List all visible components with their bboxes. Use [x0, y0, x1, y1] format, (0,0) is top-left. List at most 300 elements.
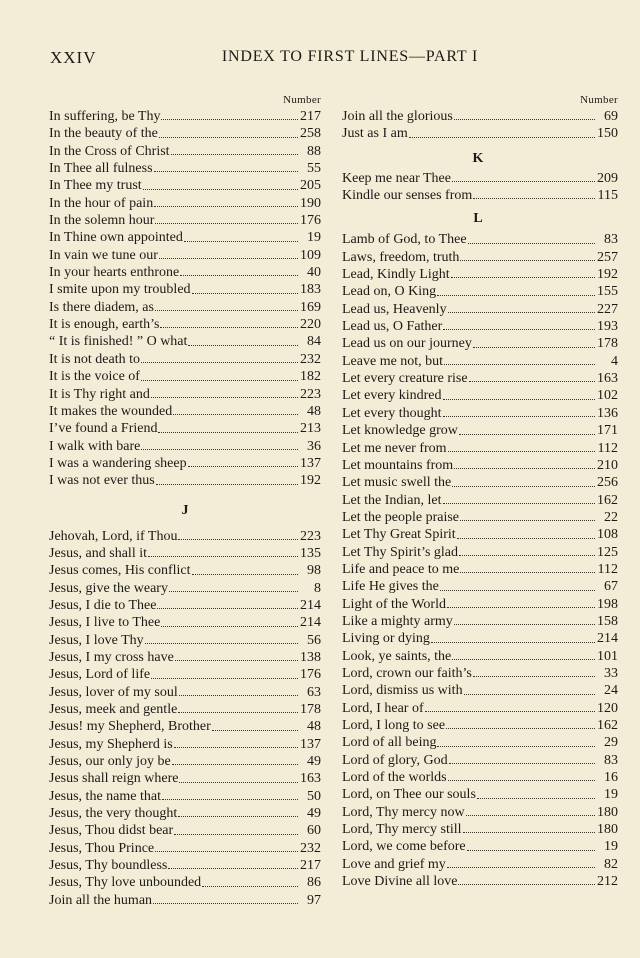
hymn-number: 169	[300, 299, 321, 315]
hymn-number: 155	[597, 284, 618, 300]
index-entry	[49, 403, 321, 420]
dot-leader	[437, 294, 595, 296]
first-line-text: In the beauty of the	[49, 126, 158, 142]
hymn-number: 180	[597, 822, 618, 838]
index-entry	[342, 544, 618, 561]
dot-leader	[458, 883, 595, 885]
hymn-number: 33	[604, 665, 618, 681]
hymn-number: 256	[597, 475, 618, 491]
first-line-text: Lord, Thy mercy still	[342, 822, 462, 838]
first-line-text: Let the Indian, let	[342, 492, 442, 508]
dot-leader	[457, 537, 595, 539]
hymn-number: 257	[597, 249, 618, 265]
hymn-number: 223	[300, 528, 321, 544]
dot-leader	[155, 222, 298, 224]
hymn-number: 232	[300, 840, 321, 856]
first-line-text: Lead us on our journey	[342, 336, 472, 352]
index-entry	[342, 509, 618, 526]
first-line-text: Jesus, Thy boundless	[49, 858, 168, 874]
dot-leader	[155, 850, 298, 852]
first-line-text: Jesus, and shall it	[49, 545, 147, 561]
dot-leader	[454, 118, 595, 120]
hymn-number: 214	[597, 631, 618, 647]
dot-leader	[448, 450, 595, 452]
dot-leader	[454, 623, 595, 625]
hymn-number: 210	[597, 457, 618, 473]
index-entry	[49, 840, 321, 857]
index-entry	[49, 177, 321, 194]
dot-leader	[446, 727, 595, 729]
index-entry	[49, 545, 321, 562]
dot-leader	[448, 779, 595, 781]
index-entry	[342, 405, 618, 422]
first-line-text: Laws, freedom, truth	[342, 249, 460, 265]
hymn-number: 223	[300, 386, 321, 402]
hymn-number: 82	[604, 856, 618, 872]
first-line-text: Let me never from	[342, 440, 447, 456]
first-line-text: It is not death to	[49, 351, 140, 367]
dot-leader	[171, 153, 298, 155]
index-entry	[49, 108, 321, 125]
index-entry	[342, 682, 618, 699]
hymn-number: 163	[300, 771, 321, 787]
hymn-number: 190	[300, 195, 321, 211]
hymn-number: 209	[597, 170, 618, 186]
section-j-continued-list	[342, 108, 618, 143]
hymn-number: 19	[604, 839, 618, 855]
dot-leader	[174, 746, 298, 748]
first-line-text: Jesus, lover of my soul	[49, 684, 178, 700]
first-line-text: It is the voice of	[49, 369, 140, 385]
first-line-text: Jesus, Thou Prince	[49, 840, 155, 856]
first-line-text: Love and grief my	[342, 856, 446, 872]
index-entry	[342, 613, 618, 630]
dot-leader	[154, 170, 298, 172]
dot-leader	[460, 571, 595, 573]
index-entry	[342, 474, 618, 491]
first-line-text: Let Thy Spirit’s glad	[342, 544, 459, 560]
first-line-text: Jesus, the very thought	[49, 806, 178, 822]
dot-leader	[178, 815, 298, 817]
first-line-text: Jesus, our only joy be	[49, 754, 171, 770]
dot-leader	[178, 711, 298, 713]
first-line-text: Jesus, I live to Thee	[49, 615, 161, 631]
dot-leader	[169, 590, 298, 592]
index-entry	[342, 370, 618, 387]
first-line-text: In Thine own appointed	[49, 230, 183, 246]
dot-leader	[158, 431, 298, 433]
first-line-text: Jesus comes, His conflict	[49, 563, 191, 579]
hymn-number: 183	[300, 282, 321, 298]
first-line-text: It is Thy right and	[49, 386, 150, 402]
first-line-text: I was not ever thus	[49, 473, 155, 489]
hymn-number: 88	[307, 143, 321, 159]
first-line-text: Life and peace to me	[342, 561, 460, 577]
section-letter-l: L	[473, 211, 483, 227]
first-line-text: In the solemn hour	[49, 213, 155, 229]
index-entry	[342, 561, 618, 578]
first-line-text: Let Thy Great Spirit	[342, 527, 456, 543]
hymn-number: 108	[597, 527, 618, 543]
first-line-text: Lead, Kindly Light	[342, 267, 450, 283]
hymn-number: 178	[300, 702, 321, 717]
index-entry	[49, 143, 321, 160]
hymn-number: 125	[597, 544, 618, 560]
first-line-text: Join all the glorious	[342, 109, 453, 124]
dot-leader	[188, 465, 298, 467]
dot-leader	[452, 180, 595, 182]
index-entry	[49, 264, 321, 281]
first-line-text: Is there diadem, as	[49, 299, 154, 315]
index-entry	[342, 125, 618, 142]
index-entry	[49, 247, 321, 264]
first-line-text: Jesus, I my cross have	[49, 649, 174, 665]
index-entry	[49, 753, 321, 770]
index-entry	[342, 249, 618, 266]
index-entry	[49, 528, 321, 545]
index-entry	[342, 769, 618, 786]
hymn-number: 220	[300, 317, 321, 333]
hymn-number: 136	[597, 405, 618, 421]
dot-leader	[161, 118, 298, 120]
left-column	[49, 94, 321, 909]
index-entry	[342, 873, 618, 890]
dot-leader	[141, 379, 298, 381]
index-entry	[49, 597, 321, 614]
index-entry	[49, 160, 321, 177]
first-line-text: In suffering, be Thy	[49, 109, 161, 124]
index-entry	[49, 420, 321, 437]
hymn-number: 232	[300, 351, 321, 367]
hymn-number: 176	[300, 667, 321, 683]
section-j-list	[49, 528, 321, 910]
index-entry	[49, 333, 321, 350]
first-line-text: Lamb of God, to Thee	[342, 232, 467, 248]
hymn-number: 56	[307, 632, 321, 648]
first-line-text: Let every kindred	[342, 388, 442, 404]
dot-leader	[444, 363, 595, 365]
first-line-text: Lord, I hear of	[342, 700, 424, 716]
hymn-number: 137	[300, 455, 321, 471]
dot-leader	[443, 415, 595, 417]
first-line-text: It makes the wounded	[49, 403, 173, 419]
hymn-number: 176	[300, 213, 321, 229]
hymn-number: 120	[597, 700, 618, 716]
dot-leader	[151, 677, 298, 679]
dot-leader	[460, 519, 595, 521]
index-entry	[49, 770, 321, 787]
first-line-text: Lord, dismiss us with	[342, 683, 463, 699]
first-line-text: Let knowledge grow	[342, 423, 458, 439]
dot-leader	[141, 361, 298, 363]
hymn-number: 198	[597, 596, 618, 612]
dot-leader	[464, 693, 595, 695]
index-entry	[49, 368, 321, 385]
hymn-number: 98	[307, 563, 321, 579]
first-line-text: Living or dying	[342, 631, 430, 647]
index-entry	[342, 187, 618, 204]
dot-leader	[172, 763, 298, 765]
first-line-text: In your hearts enthrone	[49, 265, 180, 281]
hymn-number: 24	[604, 683, 618, 699]
dot-leader	[156, 483, 298, 485]
hymn-number: 138	[300, 649, 321, 665]
dot-leader	[178, 538, 298, 540]
first-line-text: Keep me near Thee	[342, 170, 451, 186]
hymn-number: 182	[300, 369, 321, 385]
dot-leader	[473, 197, 595, 199]
hymn-number: 19	[307, 230, 321, 246]
dot-leader	[473, 675, 595, 677]
hymn-number: 178	[597, 336, 618, 352]
index-entry	[49, 892, 321, 909]
index-entry	[342, 596, 618, 613]
index-entry	[342, 353, 618, 370]
index-entry	[49, 281, 321, 298]
index-entry	[342, 856, 618, 873]
index-entry	[49, 822, 321, 839]
index-entry	[342, 648, 618, 665]
hymn-number: 48	[307, 719, 321, 735]
dot-leader	[192, 292, 298, 294]
dot-leader	[437, 745, 595, 747]
first-line-text: Jesus, Thou didst bear	[49, 823, 174, 839]
dot-leader	[459, 554, 595, 556]
hymn-number: 137	[300, 736, 321, 752]
hymn-number: 19	[604, 787, 618, 803]
hymn-number: 112	[597, 440, 618, 456]
dot-leader	[161, 625, 298, 627]
first-line-text: Jesus, my Shepherd is	[49, 736, 173, 752]
hymn-number: 163	[597, 371, 618, 387]
hymn-number: 29	[604, 735, 618, 751]
dot-leader	[151, 396, 298, 398]
hymn-number: 115	[597, 188, 618, 204]
hymn-number: 258	[300, 126, 321, 142]
first-line-text: I was a wandering sheep	[49, 455, 187, 471]
dot-leader	[466, 814, 595, 816]
dot-leader	[179, 694, 298, 696]
index-entry	[49, 299, 321, 316]
first-line-text: In the Cross of Christ	[49, 143, 170, 159]
first-line-text: “ It is finished! ” O what	[49, 334, 188, 350]
hymn-number: 60	[307, 823, 321, 839]
index-entry	[342, 108, 618, 125]
first-line-text: In Thee all fulness	[49, 161, 153, 177]
hymn-number: 22	[604, 509, 618, 525]
dot-leader	[173, 413, 298, 415]
dot-leader	[153, 902, 298, 904]
first-line-text: Look, ye saints, the	[342, 648, 452, 664]
dot-leader	[409, 136, 595, 138]
first-line-text: Jesus, I love Thy	[49, 632, 144, 648]
first-line-text: Let mountains from	[342, 457, 454, 473]
first-line-text: Jesus, Thy love unbounded	[49, 875, 202, 891]
first-line-text: Lord, I long to see	[342, 718, 446, 733]
hymn-number: 158	[597, 613, 618, 629]
index-entry	[49, 472, 321, 489]
index-entry	[342, 266, 618, 283]
hymn-number: 205	[300, 178, 321, 194]
hymn-number: 49	[307, 806, 321, 822]
first-line-text: Lord of glory, God	[342, 752, 448, 768]
index-entry	[49, 736, 321, 753]
index-entry	[342, 700, 618, 717]
hymn-number: 84	[307, 334, 321, 350]
page-number: XXIV	[50, 48, 97, 67]
dot-leader	[168, 867, 298, 869]
section-letter-j: J	[181, 502, 189, 518]
first-line-text: Lead on, O King	[342, 284, 437, 300]
first-line-text: Let every thought	[342, 405, 442, 421]
hymn-number: 192	[597, 267, 618, 283]
hymn-number: 135	[300, 545, 321, 561]
index-entry	[342, 752, 618, 769]
index-entry	[49, 632, 321, 649]
dot-leader	[154, 205, 298, 207]
index-entry	[49, 614, 321, 631]
first-line-text: Lead us, O Father	[342, 319, 443, 335]
hymn-number: 50	[307, 788, 321, 804]
index-entry	[342, 665, 618, 682]
hymn-number: 48	[307, 403, 321, 419]
first-line-text: Lord of the worlds	[342, 770, 447, 786]
hymn-number: 86	[307, 875, 321, 891]
first-line-text: Jehovah, Lord, if Thou	[49, 528, 178, 544]
dot-leader	[454, 467, 595, 469]
index-entry	[49, 788, 321, 805]
first-line-text: Jesus, meek and gentle	[49, 702, 178, 717]
first-line-text: Jesus! my Shepherd, Brother	[49, 719, 211, 735]
first-line-text: Let every creature rise	[342, 371, 468, 387]
section-letter-k: K	[472, 150, 484, 166]
index-entry	[342, 734, 618, 751]
hymn-number: 227	[597, 301, 618, 317]
dot-leader	[443, 502, 595, 504]
first-line-text: Jesus, Lord of life	[49, 667, 151, 683]
hymn-number: 67	[604, 579, 618, 595]
dot-leader	[174, 833, 298, 835]
hymn-number: 16	[604, 770, 618, 786]
index-entry	[342, 283, 618, 300]
index-entry	[342, 301, 618, 318]
first-line-text: Lord, Thy mercy now	[342, 804, 465, 820]
dot-leader	[188, 344, 298, 346]
dot-leader	[449, 762, 595, 764]
dot-leader	[159, 257, 298, 259]
first-line-text: Let the people praise	[342, 509, 460, 525]
first-line-text: Jesus, I die to Thee	[49, 597, 157, 613]
index-entry	[49, 195, 321, 212]
hymn-number: 97	[307, 892, 321, 908]
index-entry	[49, 212, 321, 229]
dot-leader	[452, 485, 595, 487]
section-i-list	[49, 108, 321, 490]
dot-leader	[162, 798, 298, 800]
first-line-text: I’ve found a Friend	[49, 421, 158, 437]
dot-leader	[443, 398, 595, 400]
dot-leader	[145, 642, 298, 644]
first-line-text: Join all the human	[49, 892, 153, 908]
first-line-text: In Thee my trust	[49, 178, 142, 194]
first-line-text: Lord, on Thee our souls	[342, 787, 476, 803]
hymn-number: 36	[307, 438, 321, 454]
first-line-text: In the hour of pain	[49, 195, 154, 211]
hymn-number: 8	[314, 580, 321, 596]
index-entry	[49, 316, 321, 333]
dot-leader	[180, 274, 298, 276]
dot-leader	[477, 797, 595, 799]
hymn-number: 213	[300, 421, 321, 437]
hymn-number: 180	[597, 804, 618, 820]
first-line-text: Light of the World	[342, 596, 446, 612]
page-header	[50, 48, 590, 70]
dot-leader	[459, 433, 595, 435]
index-entry	[342, 457, 618, 474]
dot-leader	[175, 659, 298, 661]
hymn-number: 214	[300, 615, 321, 631]
right-column	[342, 94, 618, 890]
index-entry	[49, 455, 321, 472]
index-entry	[49, 805, 321, 822]
first-line-text: In vain we tune our	[49, 247, 158, 263]
hymn-number: 171	[597, 423, 618, 439]
hymn-number: 150	[597, 126, 618, 142]
dot-leader	[157, 607, 298, 609]
first-line-text: Jesus, give the weary	[49, 580, 168, 596]
index-entry	[49, 718, 321, 735]
dot-leader	[160, 326, 298, 328]
hymn-number: 112	[597, 561, 618, 577]
hymn-number: 102	[597, 388, 618, 404]
hymn-number: 214	[300, 597, 321, 613]
dot-leader	[155, 309, 298, 311]
hymn-number: 193	[597, 319, 618, 335]
index-entry	[342, 526, 618, 543]
first-line-text: Leave me not, but	[342, 353, 444, 369]
index-entry	[49, 351, 321, 368]
index-entry	[342, 630, 618, 647]
number-column-heading: Number	[580, 94, 618, 106]
section-l-list	[342, 231, 618, 890]
index-entry	[49, 666, 321, 683]
index-entry	[49, 229, 321, 246]
dot-leader	[431, 641, 595, 643]
index-entry	[49, 684, 321, 701]
hymn-number: 101	[597, 648, 618, 664]
dot-leader	[184, 240, 298, 242]
first-line-text: Jesus, the name that	[49, 788, 161, 804]
dot-leader	[443, 328, 595, 330]
dot-leader	[451, 276, 595, 278]
index-entry	[342, 838, 618, 855]
index-entry	[49, 438, 321, 455]
index-entry	[342, 717, 618, 734]
dot-leader	[440, 589, 595, 591]
index-entry	[342, 387, 618, 404]
dot-leader	[159, 136, 298, 138]
first-line-text: It is enough, earth’s	[49, 317, 160, 333]
hymn-number: 83	[604, 232, 618, 248]
index-entry	[49, 580, 321, 597]
hymn-number: 83	[604, 752, 618, 768]
hymn-number: 192	[300, 473, 321, 489]
dot-leader	[202, 885, 298, 887]
first-line-text: Lord, we come before	[342, 839, 466, 855]
hymn-number: 212	[597, 874, 618, 890]
hymn-number: 162	[597, 492, 618, 508]
first-line-text: Lord of all being	[342, 735, 437, 751]
